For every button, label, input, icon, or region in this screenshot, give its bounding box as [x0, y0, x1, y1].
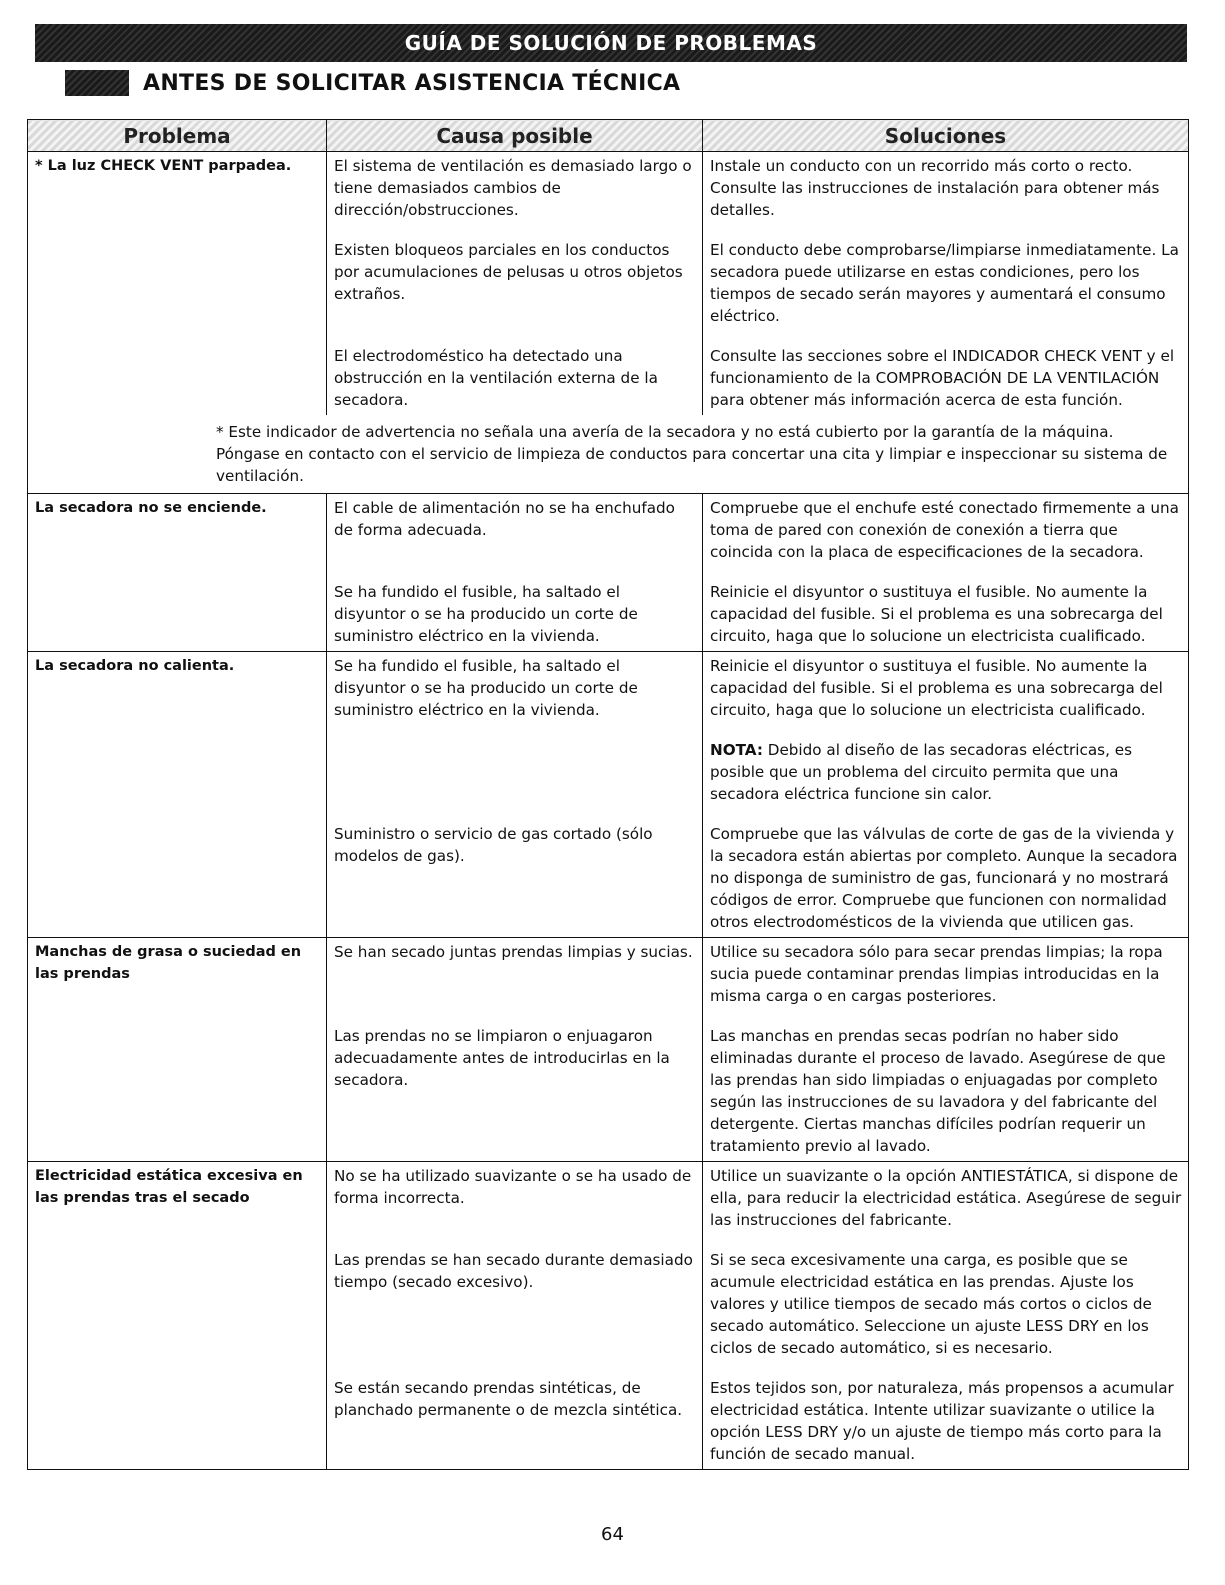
- section-heading: [65, 68, 680, 98]
- heading-marker: [65, 70, 129, 96]
- footnote: * Este indicador de advertencia no señala una avería de la secadora y no está cubierto por la garantía de la máquina. Póngase en contacto con el servicio de limpieza de conductos para concertar una cita y limpiar e inspeccionar su sistema de ventilación.: [28, 415, 1189, 494]
- footnote-row: [28, 415, 1189, 494]
- problem-cell: La secadora no se enciende.: [28, 494, 327, 568]
- cause-cell: Se ha fundido el fusible, ha saltado el disyuntor o se ha producido un corte de suministro eléctrico en la vivienda.: [327, 567, 703, 652]
- cause-cell: El sistema de ventilación es demasiado largo o tiene demasiados cambios de dirección/obstrucciones.: [327, 152, 703, 226]
- cause-cell: No se ha utilizado suavizante o se ha usado de forma incorrecta.: [327, 1162, 703, 1236]
- table-row: [28, 494, 1189, 568]
- solution-cell: [703, 725, 1189, 809]
- table-row: [28, 1011, 1189, 1162]
- cause-cell: Suministro o servicio de gas cortado (sólo modelos de gas).: [327, 809, 703, 938]
- problem-cell: Electricidad estática excesiva en las prendas tras el secado: [28, 1162, 327, 1236]
- cause-cell: [327, 725, 703, 809]
- problem-cell: [28, 567, 327, 652]
- table-row: [28, 725, 1189, 809]
- table-row: [28, 652, 1189, 726]
- solution-cell: Reinicie el disyuntor o sustituya el fusible. No aumente la capacidad del fusible. Si el problema es una sobrecarga del circuito, haga que lo solucione un electricista cualificado.: [703, 567, 1189, 652]
- table-row: [28, 1363, 1189, 1470]
- cause-cell: Las prendas se han secado durante demasiado tiempo (secado excesivo).: [327, 1235, 703, 1363]
- problem-cell: La secadora no calienta.: [28, 652, 327, 726]
- troubleshooting-table: [27, 119, 1189, 1470]
- table-row: [28, 1162, 1189, 1236]
- problem-cell: [28, 225, 327, 331]
- problem-cell: [28, 1011, 327, 1162]
- cause-cell: Existen bloqueos parciales en los conductos por acumulaciones de pelusas u otros objetos extraños.: [327, 225, 703, 331]
- problem-cell: [28, 1235, 327, 1363]
- solution-cell: Estos tejidos son, por naturaleza, más propensos a acumular electricidad estática. Intente utilizar suavizante o utilice la opción LESS DRY y/o un ajuste de tiempo más corto para la función de secado manual.: [703, 1363, 1189, 1470]
- header-problem: Problema: [28, 120, 327, 152]
- cause-cell: Se han secado juntas prendas limpias y sucias.: [327, 938, 703, 1012]
- table-row: [28, 809, 1189, 938]
- problem-cell: [28, 331, 327, 415]
- solution-cell: Instale un conducto con un recorrido más corto o recto. Consulte las instrucciones de instalación para obtener más detalles.: [703, 152, 1189, 226]
- solution-cell: Utilice su secadora sólo para secar prendas limpias; la ropa sucia puede contaminar prendas limpias introducidas en la misma carga o en cargas posteriores.: [703, 938, 1189, 1012]
- table-row: [28, 152, 1189, 226]
- banner-title: GUÍA DE SOLUCIÓN DE PROBLEMAS: [404, 31, 818, 55]
- cause-cell: El cable de alimentación no se ha enchufado de forma adecuada.: [327, 494, 703, 568]
- table-row: [28, 567, 1189, 652]
- solution-cell: Consulte las secciones sobre el INDICADOR CHECK VENT y el funcionamiento de la COMPROBACIÓN DE LA VENTILACIÓN para obtener más información acerca de esta función.: [703, 331, 1189, 415]
- solution-cell: Utilice un suavizante o la opción ANTIESTÁTICA, si dispone de ella, para reducir la electricidad estática. Asegúrese de seguir las instrucciones del fabricante.: [703, 1162, 1189, 1236]
- header-solution: Soluciones: [703, 120, 1189, 152]
- cause-cell: El electrodoméstico ha detectado una obstrucción en la ventilación externa de la secadora.: [327, 331, 703, 415]
- page-banner: [35, 24, 1187, 62]
- problem-cell: [28, 1363, 327, 1470]
- problem-cell: Manchas de grasa o suciedad en las prendas: [28, 938, 327, 1012]
- solution-cell: El conducto debe comprobarse/limpiarse inmediatamente. La secadora puede utilizarse en estas condiciones, pero los tiempos de secado serán mayores y aumentará el consumo eléctrico.: [703, 225, 1189, 331]
- table-header-row: [28, 120, 1189, 152]
- page-number: 64: [601, 1524, 624, 1545]
- table-row: [28, 938, 1189, 1012]
- problem-cell: * La luz CHECK VENT parpadea.: [28, 152, 327, 226]
- problem-cell: [28, 725, 327, 809]
- cause-cell: Se están secando prendas sintéticas, de planchado permanente o de mezcla sintética.: [327, 1363, 703, 1470]
- solution-cell: Reinicie el disyuntor o sustituya el fusible. No aumente la capacidad del fusible. Si el problema es una sobrecarga del circuito, haga que lo solucione un electricista cualificado.: [703, 652, 1189, 726]
- header-cause: Causa posible: [327, 120, 703, 152]
- note-text: Debido al diseño de las secadoras eléctricas, es posible que un problema del circuito permita que una secadora eléctrica funcione sin calor.: [710, 741, 1132, 803]
- table-row: [28, 1235, 1189, 1363]
- cause-cell: Se ha fundido el fusible, ha saltado el disyuntor o se ha producido un corte de suministro eléctrico en la vivienda.: [327, 652, 703, 726]
- solution-cell: Compruebe que el enchufe esté conectado firmemente a una toma de pared con conexión de conexión a tierra que coincida con la placa de especificaciones de la secadora.: [703, 494, 1189, 568]
- table-row: [28, 225, 1189, 331]
- problem-cell: [28, 809, 327, 938]
- solution-cell: Las manchas en prendas secas podrían no haber sido eliminadas durante el proceso de lavado. Asegúrese de que las prendas han sido limpiadas o enjuagadas por completo según las instrucciones de su lavadora y del fabricante del detergente. Ciertas manchas difíciles podrían requerir un tratamiento previo al lavado.: [703, 1011, 1189, 1162]
- section-title: ANTES DE SOLICITAR ASISTENCIA TÉCNICA: [143, 70, 681, 96]
- solution-cell: Si se seca excesivamente una carga, es posible que se acumule electricidad estática en las prendas. Ajuste los valores y utilice tiempos de secado más cortos o ciclos de secado automático. Seleccione un ajuste LESS DRY en los ciclos de secado automático, si es necesario.: [703, 1235, 1189, 1363]
- note-label: NOTA:: [710, 741, 763, 759]
- cause-cell: Las prendas no se limpiaron o enjuagaron adecuadamente antes de introducirlas en la secadora.: [327, 1011, 703, 1162]
- solution-cell: Compruebe que las válvulas de corte de gas de la vivienda y la secadora están abiertas por completo. Aunque la secadora no disponga de suministro de gas, funcionará y no mostrará códigos de error. Compruebe que funcionen con normalidad otros electrodomésticos de la vivienda que utilicen gas.: [703, 809, 1189, 938]
- table-row: [28, 331, 1189, 415]
